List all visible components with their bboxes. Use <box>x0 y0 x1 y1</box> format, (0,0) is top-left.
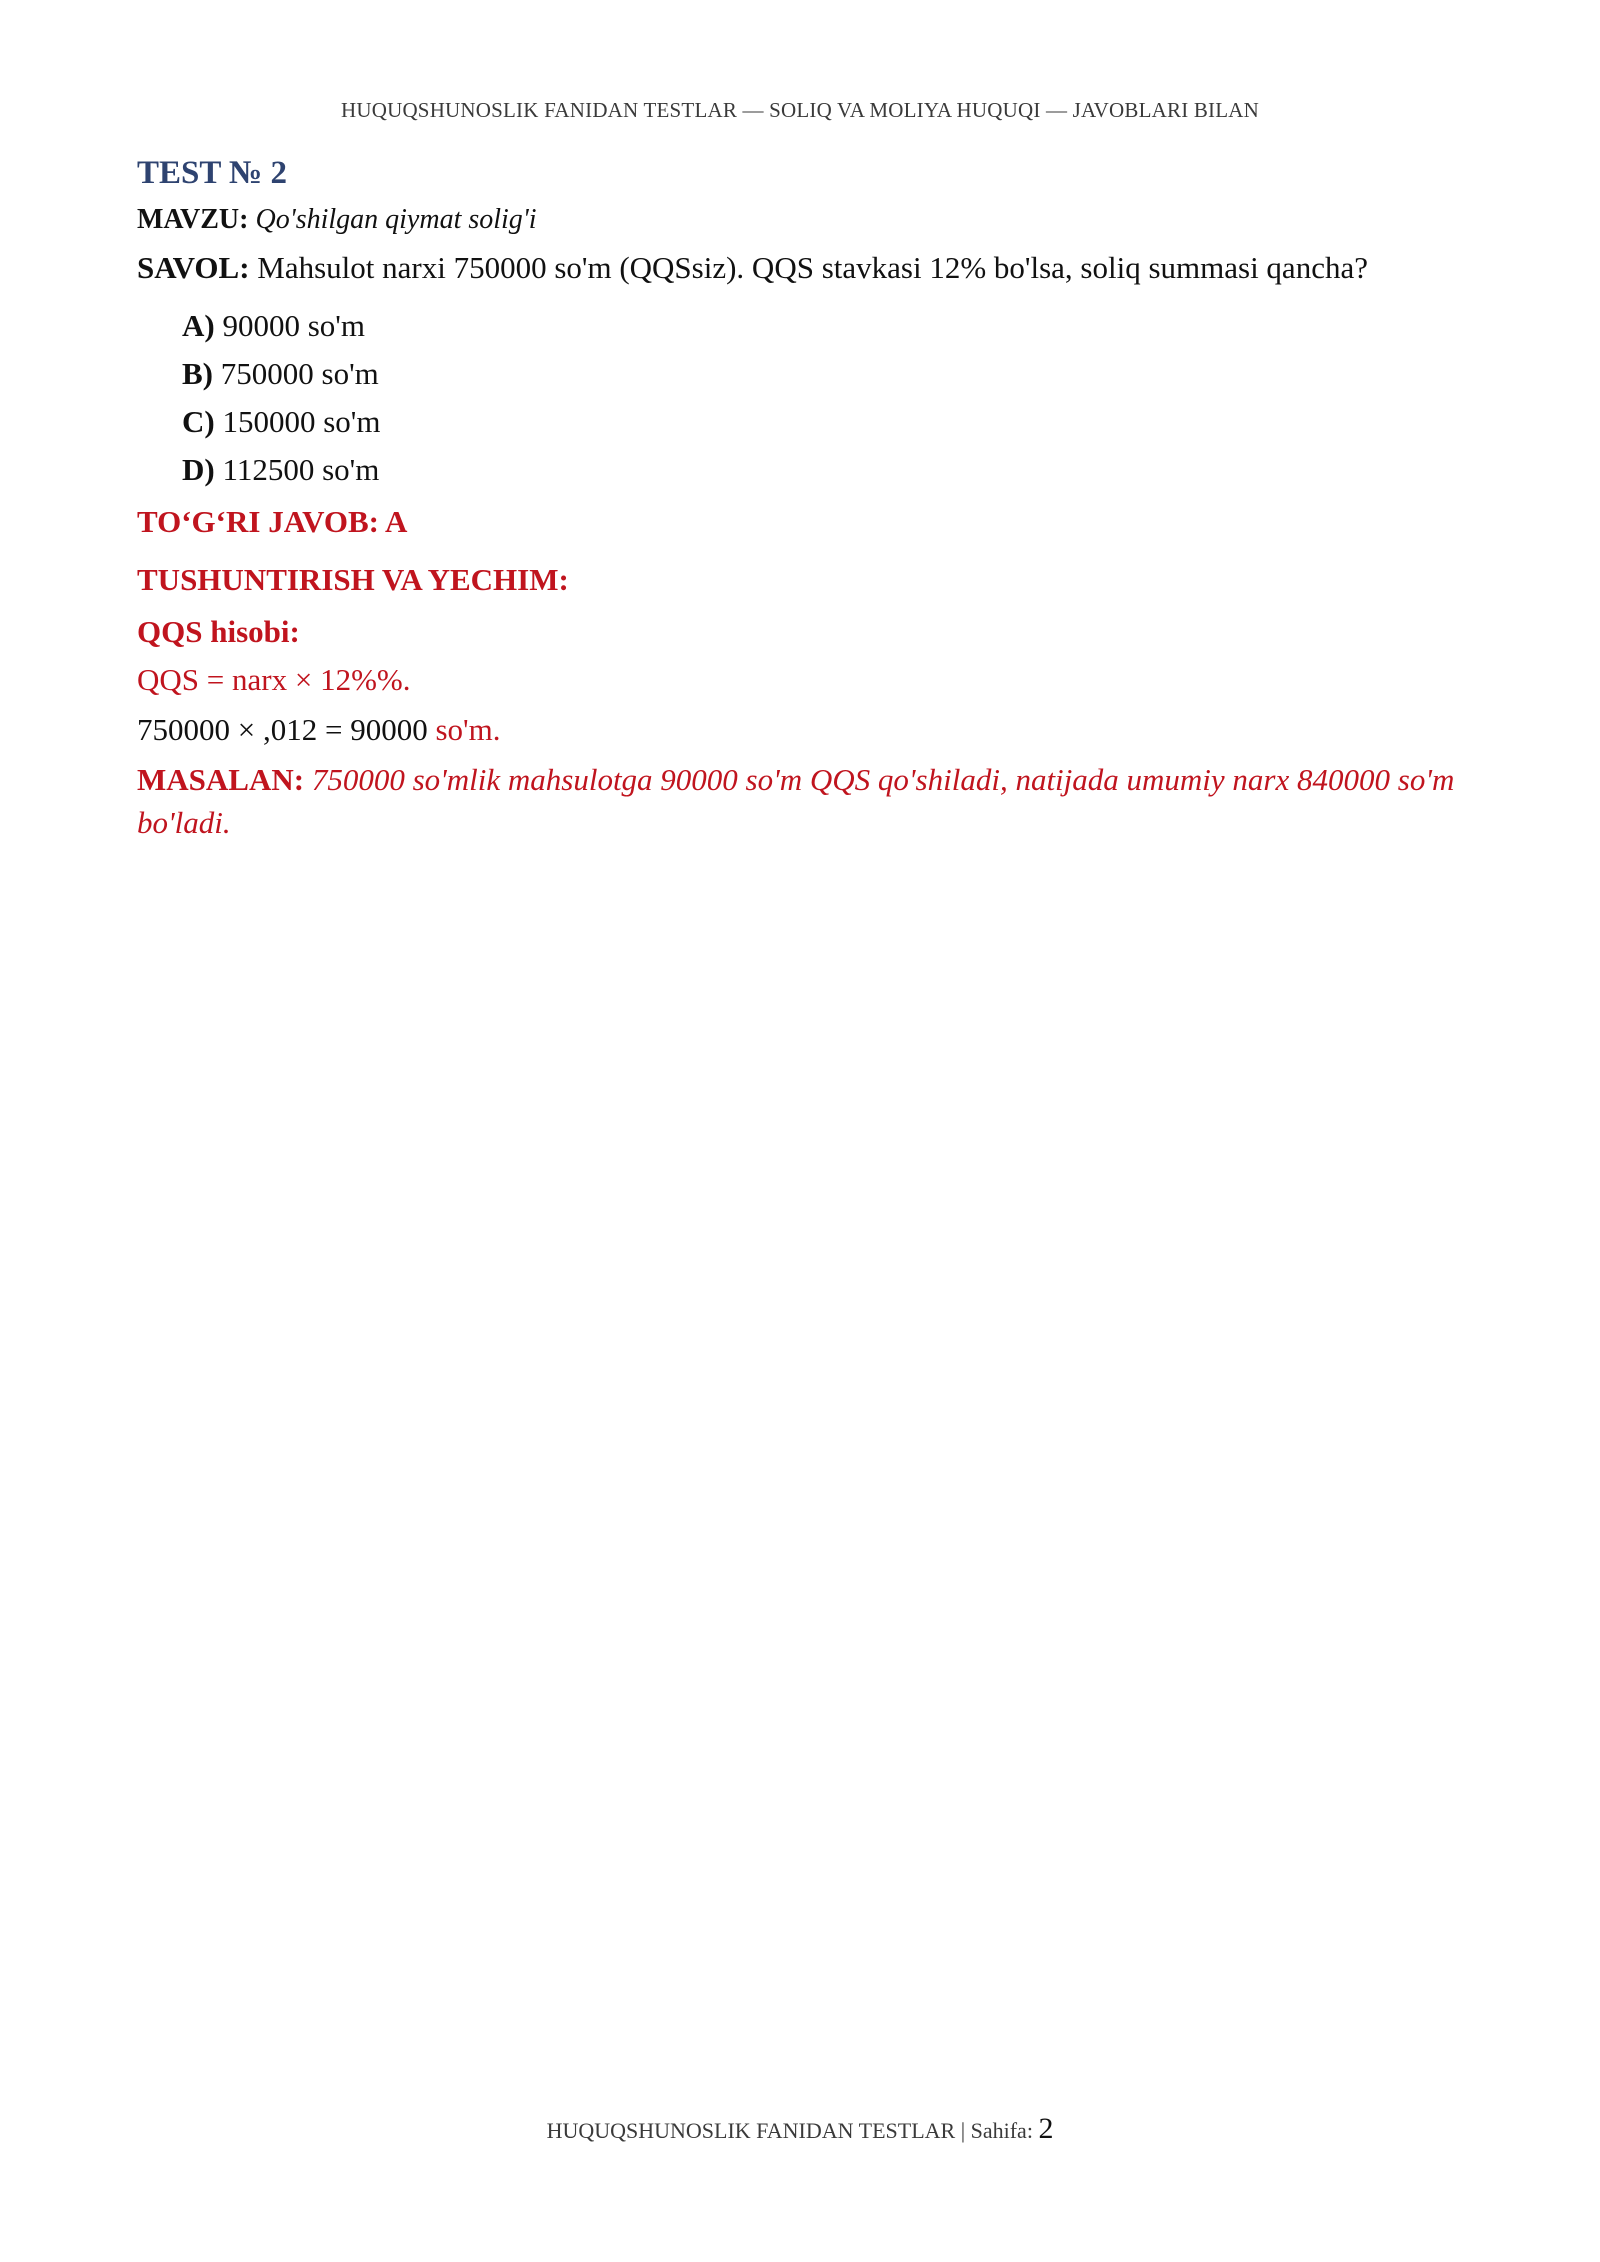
topic-value: Qo'shilgan qiymat solig'i <box>255 204 537 235</box>
option-letter: D) <box>182 452 215 487</box>
calculation-math: 750000 × ,012 = 90000 <box>137 712 428 747</box>
example-label: MASALAN: <box>137 762 305 797</box>
footer-page-label: Sahifa: <box>970 2118 1033 2143</box>
option-text: 90000 so'm <box>222 308 365 343</box>
option-text: 112500 so'm <box>222 452 380 487</box>
page-footer <box>0 2112 1600 2146</box>
formula-line: QQS = narx × 12%%. <box>137 662 411 697</box>
calculation-unit: so'm. <box>435 712 501 747</box>
running-header: HUQUQSHUNOSLIK FANIDAN TESTLAR — SOLIQ VA MOLIYA HUQUQI — JAVOBLARI BILAN <box>340 98 1260 122</box>
calc-heading: QQS hisobi: <box>137 614 300 649</box>
option-c <box>182 398 1467 446</box>
footer-title: HUQUQSHUNOSLIK FANIDAN TESTLAR <box>546 2118 956 2143</box>
calculation-line <box>137 708 1467 752</box>
topic-label: MAVZU: <box>137 204 249 235</box>
correct-answer: TO‘G‘RI JAVOB: A <box>137 504 408 539</box>
option-d <box>182 446 1467 494</box>
question-line <box>137 246 1467 290</box>
test-title: TEST № 2 <box>137 155 287 191</box>
test-block <box>137 150 1467 844</box>
explanation-heading: TUSHUNTIRISH VA YECHIM: <box>137 562 569 597</box>
question-label: SAVOL: <box>137 250 250 285</box>
topic-line <box>137 200 1467 240</box>
option-text: 750000 so'm <box>220 356 379 391</box>
example-text: 750000 so'mlik mahsulotga 90000 so'm QQS qo'shiladi, natijada umumiy narx 840000 so'm bo'ladi. <box>137 762 1455 840</box>
example-paragraph <box>137 758 1467 844</box>
option-a <box>182 302 1467 350</box>
option-text: 150000 so'm <box>222 404 381 439</box>
question-text: Mahsulot narxi 750000 so'm (QQSsiz). QQS stavkasi 12% bo'lsa, soliq summasi qancha? <box>257 250 1368 285</box>
option-letter: B) <box>182 356 213 391</box>
option-letter: A) <box>182 308 215 343</box>
footer-separator: | <box>960 2118 966 2143</box>
answer-options <box>137 302 1467 494</box>
page-number: 2 <box>1038 2112 1054 2145</box>
option-letter: C) <box>182 404 215 439</box>
option-b <box>182 350 1467 398</box>
